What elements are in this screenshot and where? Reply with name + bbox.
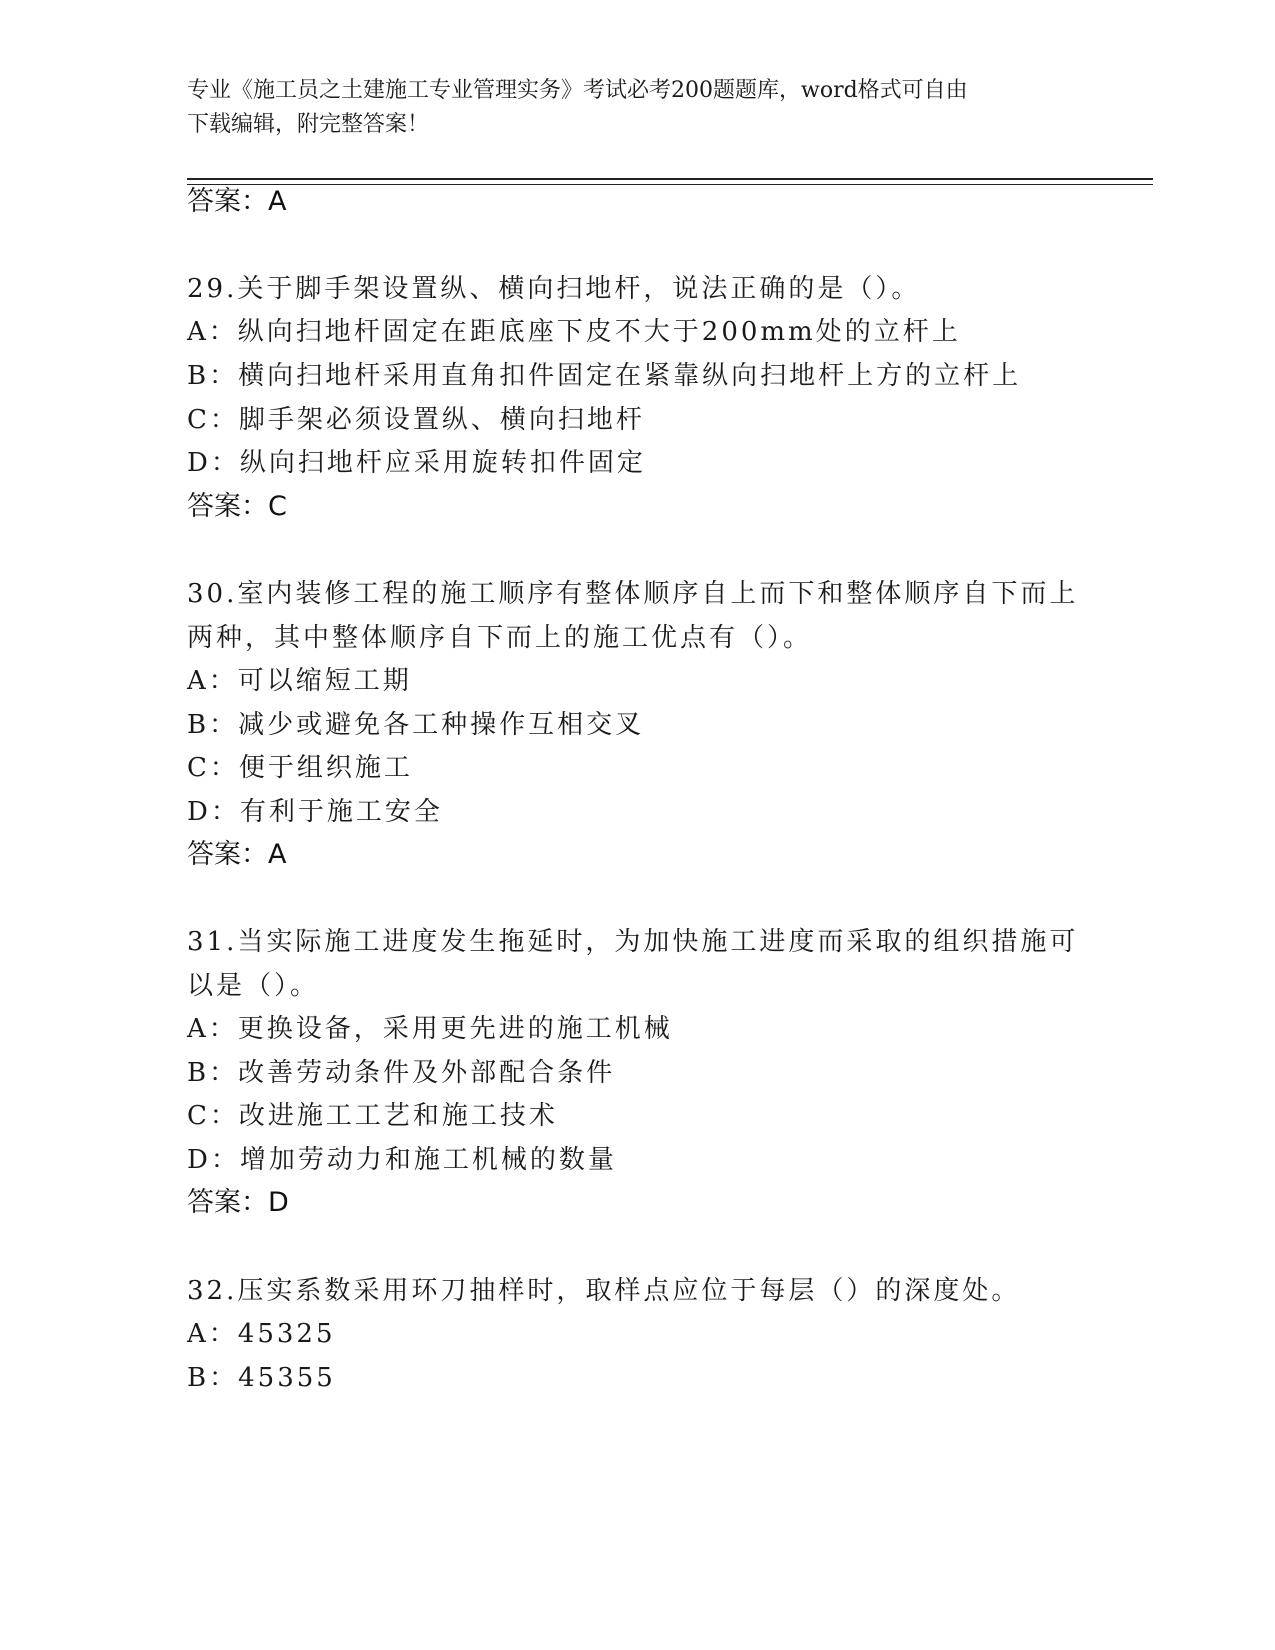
question-32-stem-1: 32.压实系数采用环刀抽样时，取样点应位于每层（）的深度处。 — [187, 1276, 1021, 1306]
question-31-option-c: C：改进施工工艺和施工技术 — [187, 1101, 558, 1131]
question-29-stem-1: 29.关于脚手架设置纵、横向扫地杆，说法正确的是（）。 — [187, 274, 921, 304]
question-30-option-d: D：有利于施工安全 — [187, 797, 443, 827]
question-30-stem-1: 30.室内装修工程的施工顺序有整体顺序自上而下和整体顺序自下而上 — [187, 579, 1079, 609]
header-line-2: 下载编辑，附完整答案！ — [187, 112, 430, 137]
question-29-option-c: C：脚手架必须设置纵、横向扫地杆 — [187, 405, 645, 435]
question-29-option-a: A：纵向扫地杆固定在距底座下皮不大于200mm处的立杆上 — [187, 317, 961, 347]
question-31-option-b: B：改善劳动条件及外部配合条件 — [187, 1058, 616, 1088]
header-line-1: 专业《施工员之土建施工专业管理实务》考试必考200题题库，word格式可自由 — [187, 78, 968, 103]
question-30-answer: 答案：A — [187, 839, 287, 870]
question-31-stem-1: 31.当实际施工进度发生拖延时，为加快施工进度而采取的组织措施可 — [187, 927, 1079, 957]
question-31-answer: 答案：D — [187, 1187, 289, 1218]
header-rule-thick — [187, 178, 1153, 180]
question-31-option-d: D：增加劳动力和施工机械的数量 — [187, 1145, 617, 1175]
question-30-option-a: A：可以缩短工期 — [187, 666, 412, 696]
document-header — [187, 74, 1087, 142]
question-32-option-b: B：45355 — [187, 1363, 336, 1393]
answer-top: 答案：A — [187, 186, 287, 217]
question-30-stem-2: 两种，其中整体顺序自下而上的施工优点有（）。 — [187, 623, 813, 653]
question-30-option-c: C：便于组织施工 — [187, 753, 413, 783]
question-29-option-b: B：横向扫地杆采用直角扣件固定在紧靠纵向扫地杆上方的立杆上 — [187, 361, 1022, 391]
header-rule-thin — [187, 184, 1153, 185]
question-32-option-a: A：45325 — [187, 1319, 336, 1349]
question-31-stem-2: 以是（）。 — [187, 971, 320, 1001]
question-29-option-d: D：纵向扫地杆应采用旋转扣件固定 — [187, 448, 646, 478]
question-29-answer: 答案：C — [187, 491, 287, 522]
question-31-option-a: A：更换设备，采用更先进的施工机械 — [187, 1014, 673, 1044]
question-30-option-b: B：减少或避免各工种操作互相交叉 — [187, 710, 645, 740]
